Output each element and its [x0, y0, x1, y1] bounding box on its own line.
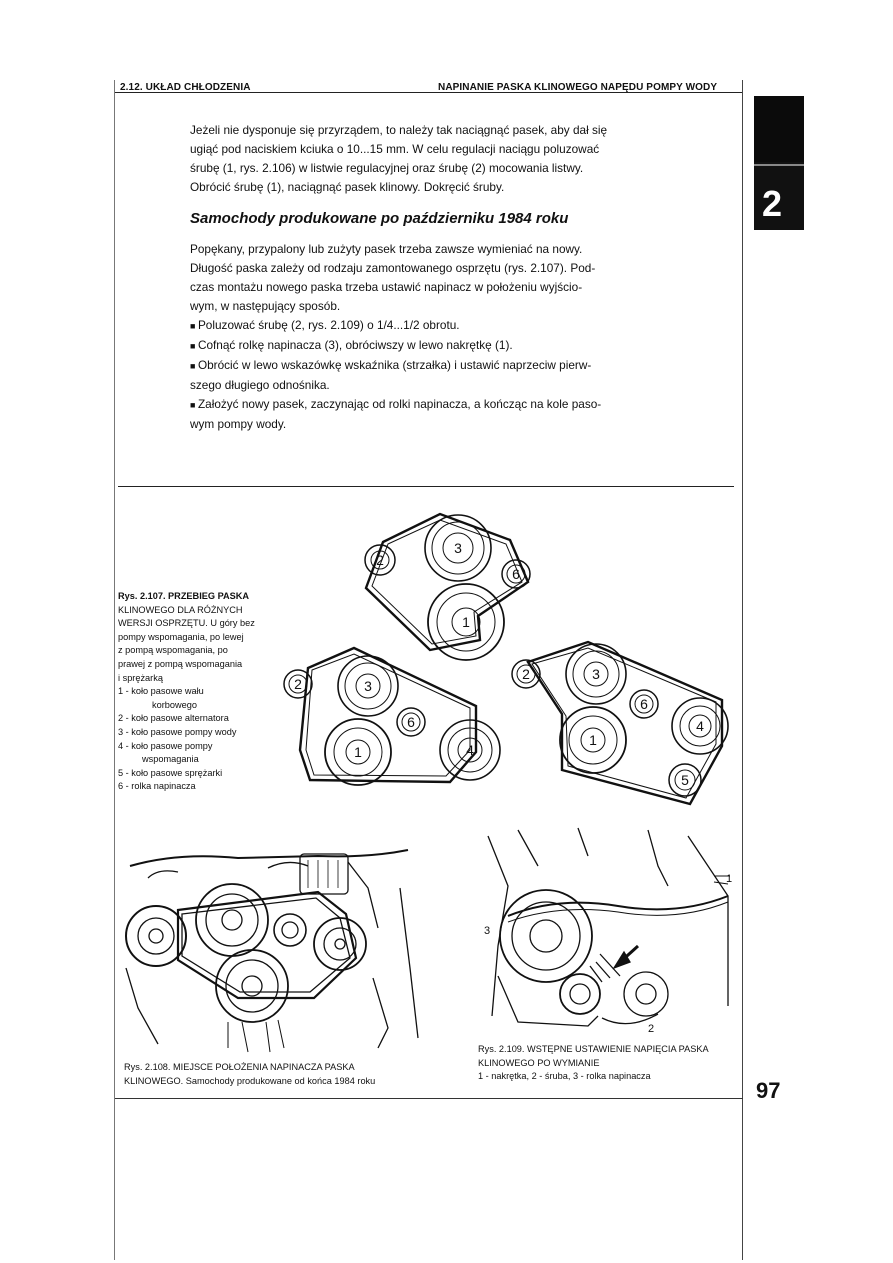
belt-routing-diagram: [270, 500, 740, 825]
label-2: 2: [376, 552, 384, 568]
tensioner: [274, 914, 306, 946]
caption-line: Rys. 2.109. WSTĘPNE USTAWIENIE NAPIĘCIA PASKA: [478, 1044, 709, 1054]
text-line: ugiąć pod naciskiem kciuka o 10...15 mm. W celu regulacji naciągu poluzować: [190, 142, 600, 156]
label-4: 4: [466, 742, 474, 758]
caption-line: WERSJI OSPRZĘTU. U góry bez: [118, 618, 255, 629]
step-item-continuation: szego długiego odnośnika.: [190, 378, 330, 392]
caption-line: 1 - koło pasowe wału: [118, 686, 204, 697]
step-item-continuation: wym pompy wody.: [190, 417, 287, 431]
caption-line: prawej z pompą wspomagania: [118, 658, 243, 669]
label-5: 5: [681, 772, 689, 788]
chapter-tab-dark-stripe: [754, 96, 804, 162]
text-line: Długość paska zależy od rodzaju zamontowanego osprzętu (rys. 2.107). Pod-: [190, 261, 596, 275]
caption-line: KLINOWEGO PO WYMIANIE: [478, 1057, 600, 1068]
tensioner-setting-illustration: [478, 826, 740, 1038]
label-1: 1: [462, 614, 470, 630]
caption-line: 6 - rolka napinacza: [118, 781, 196, 792]
caption-line: pompy wspomagania, po lewej: [118, 631, 244, 642]
right-margin-line: [742, 80, 743, 1260]
caption-line: Rys. 2.107. PRZEBIEG PASKA: [118, 591, 250, 601]
chapter-tab-divider: [754, 164, 804, 166]
caption-line: 1 - nakrętka, 2 - śruba, 3 - rolka napinacza: [478, 1071, 651, 1082]
power-steering-pulley: [314, 918, 366, 970]
step-item: ■ Założyć nowy pasek, zaczynając od rolki napinacza, a kończąc na kole paso-: [190, 395, 601, 415]
running-header-right: NAPINANIE PASKA KLINOWEGO NAPĘDU POMPY WODY: [438, 82, 718, 93]
caption-line: z pompą wspomagania, po: [118, 645, 228, 656]
page-number: 97: [756, 1078, 781, 1103]
label-1: 1: [589, 732, 597, 748]
label-4: 4: [696, 718, 704, 734]
caption-line: KLINOWEGO. Samochody produkowane od końca 1984 roku: [124, 1075, 376, 1086]
water-pump-pulley: [500, 890, 592, 982]
body-paragraph: [190, 240, 595, 316]
steps-list: [190, 316, 601, 434]
label-6: 6: [640, 696, 648, 712]
caption-line: 3 - koło pasowe pompy wody: [118, 726, 237, 737]
label-1: 1: [726, 873, 733, 885]
figure-107-caption: [118, 590, 255, 794]
caption-line: korbowego: [152, 699, 197, 710]
intro-paragraph: [190, 121, 607, 197]
label-3: 3: [484, 925, 491, 937]
text-line: Popękany, przypalony lub zużyty pasek trzeba zawsze wymieniać na nowy.: [190, 242, 583, 256]
label-3: 3: [454, 540, 462, 556]
text-line: Jeżeli nie dysponuje się przyrządem, to należy tak naciągnąć pasek, aby dał się: [190, 123, 608, 137]
caption-line: KLINOWEGO DLA RÓŻNYCH: [118, 604, 243, 615]
caption-line: 2 - koło pasowe alternatora: [118, 713, 229, 724]
section-divider: [118, 486, 734, 487]
diagram-top: [365, 514, 530, 660]
label-6: 6: [407, 714, 415, 730]
caption-line: Rys. 2.108. MIEJSCE POŁOŻENIA NAPINACZA PASKA: [124, 1062, 355, 1072]
pulley-right: [624, 972, 668, 1016]
diagram-left: [284, 648, 500, 785]
step-item: ■ Cofnąć rolkę napinacza (3), obróciwszy w lewo nakrętkę (1).: [190, 336, 601, 356]
caption-line: 4 - koło pasowe pompy: [118, 740, 213, 751]
arrow-indicator: [614, 946, 638, 968]
figure-109-caption: [478, 1043, 709, 1084]
water-pump-pulley: [196, 884, 268, 956]
figure-108-caption: [124, 1061, 375, 1088]
step-item: ■ Poluzować śrubę (2, rys. 2.109) o 1/4...1/2 obrotu.: [190, 316, 601, 336]
text-line: czas montażu nowego paska trzeba ustawić napinacz w położeniu wyjścio-: [190, 280, 583, 294]
tensioner-roller: [560, 974, 600, 1014]
label-2: 2: [648, 1023, 655, 1035]
caption-line: i sprężarką: [118, 672, 163, 683]
label-2: 2: [522, 666, 530, 682]
caption-line: 5 - koło pasowe sprężarki: [118, 767, 223, 778]
chapter-tab: [754, 96, 804, 230]
step-item: ■ Obrócić w lewo wskazówkę wskaźnika (strzałka) i ustawić naprzeciw pierw-: [190, 356, 601, 376]
label-6: 6: [512, 566, 520, 582]
left-margin-line: [114, 80, 115, 1260]
text-line: Obrócić śrubę (1), naciągnąć pasek klinowy. Dokręcić śruby.: [190, 180, 505, 194]
engine-tensioner-illustration: [118, 848, 428, 1053]
caption-line: wspomagania: [142, 754, 199, 765]
footer-rule: [115, 1098, 743, 1099]
chapter-number: 2: [762, 183, 783, 224]
crankshaft-pulley: [216, 950, 288, 1022]
label-2: 2: [294, 676, 302, 692]
label-3: 3: [364, 678, 372, 694]
label-3: 3: [592, 666, 600, 682]
running-header-left: 2.12. UKŁAD CHŁODZENIA: [120, 82, 251, 93]
label-1: 1: [354, 744, 362, 760]
section-title: Samochody produkowane po październiku 1984 roku: [190, 210, 569, 227]
text-line: wym, w następujący sposób.: [190, 299, 341, 313]
text-line: śrubę (1, rys. 2.106) w listwie regulacyjnej oraz śrubę (2) mocowania listwy.: [190, 161, 584, 175]
